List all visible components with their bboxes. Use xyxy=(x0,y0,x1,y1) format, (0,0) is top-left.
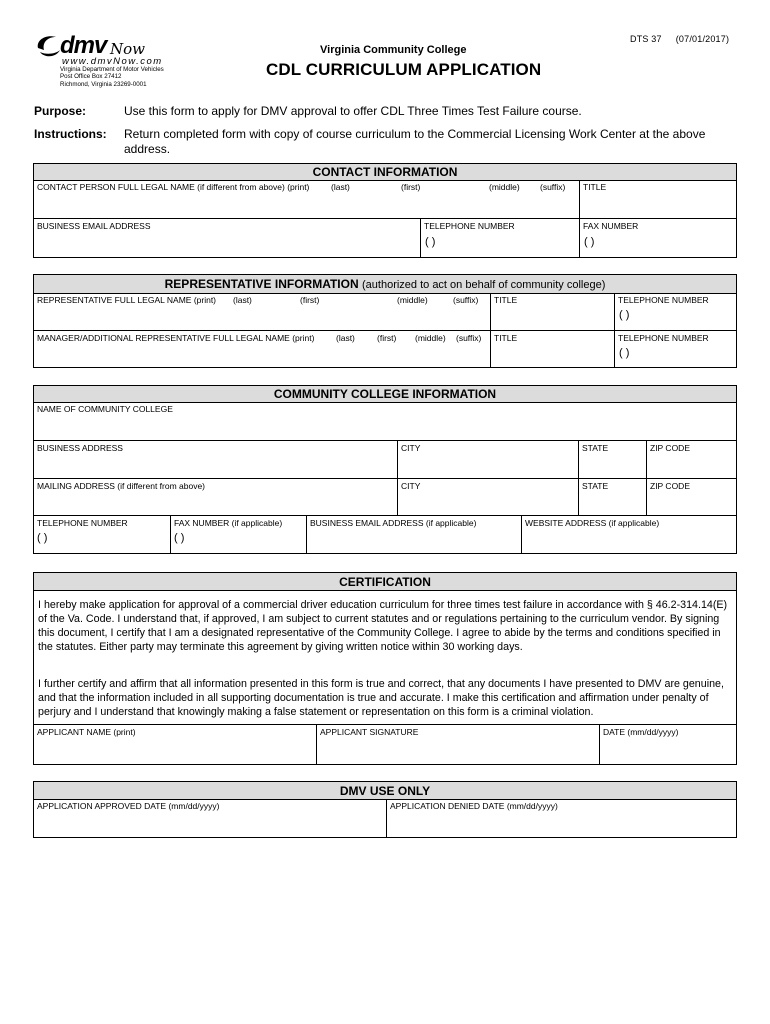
manager-telephone-area-code: ( ) xyxy=(619,347,630,359)
logo-now: Now xyxy=(110,40,145,58)
rep-title-field[interactable] xyxy=(490,293,614,330)
approved-date-label: APPLICATION APPROVED DATE (mm/dd/yyyy) xyxy=(37,801,220,811)
contact-suffix-label: (suffix) xyxy=(540,182,566,192)
mailing-city-field[interactable] xyxy=(397,478,578,515)
denied-date-label: APPLICATION DENIED DATE (mm/dd/yyyy) xyxy=(390,801,558,811)
business-state-label: STATE xyxy=(582,443,609,453)
college-telephone-label: TELEPHONE NUMBER xyxy=(37,518,128,528)
purpose-row xyxy=(34,104,744,120)
approved-date-field[interactable] xyxy=(34,799,386,837)
contact-last-label: (last) xyxy=(331,182,350,192)
agency-name: Virginia Department of Motor Vehicles xyxy=(60,66,164,73)
rep-name-label: REPRESENTATIVE FULL LEGAL NAME (print) xyxy=(37,295,217,305)
college-website-label: WEBSITE ADDRESS (if applicable) xyxy=(525,518,660,528)
certification-heading: CERTIFICATION xyxy=(34,573,736,591)
manager-middle-label: (middle) xyxy=(415,333,446,343)
manager-name-field[interactable] xyxy=(34,330,490,367)
instructions-text: Return completed form with copy of course curriculum to the Commercial Licensing Work Center at the above address. xyxy=(124,127,706,156)
purpose-label: Purpose: xyxy=(34,104,87,118)
mailing-city-label: CITY xyxy=(401,481,421,491)
certification-paragraph-1: I hereby make application for approval of a commercial driver education curriculum for three times test failure in accordance with § 46.2-314.14(E) of the Va. Code. I understand that, if approved, I am subject to current statutes and or regulations pertaining to the curriculum vendor. By signing this document, I certify that I am a designated representative of the Community College. I agree to abide by the terms and conditions specified in the statutes. Either party may terminate this agreement by giving written notice within 30 working days. xyxy=(38,599,728,653)
contact-heading: CONTACT INFORMATION xyxy=(34,164,736,181)
logo-wordmark: dmv xyxy=(60,32,107,59)
college-telephone-field[interactable] xyxy=(34,515,170,553)
dmv-use-section xyxy=(33,781,737,838)
business-city-label: CITY xyxy=(401,443,421,453)
rep-first-label: (first) xyxy=(300,295,320,305)
applicant-date-label: DATE (mm/dd/yyyy) xyxy=(603,727,679,737)
representative-heading-note: (authorized to act on behalf of community college) xyxy=(362,279,606,291)
college-section xyxy=(33,385,737,554)
business-state-field[interactable] xyxy=(578,440,646,478)
certification-section xyxy=(33,572,737,765)
representative-heading-text: REPRESENTATIVE INFORMATION xyxy=(164,277,359,291)
business-city-field[interactable] xyxy=(397,440,578,478)
college-name-field[interactable] xyxy=(34,402,737,440)
college-website-field[interactable] xyxy=(521,515,737,553)
dmv-logo xyxy=(34,34,224,94)
agency-po-box: Post Office Box 27412 xyxy=(60,73,122,81)
contact-email-field[interactable] xyxy=(34,218,420,257)
manager-title-field[interactable] xyxy=(490,330,614,367)
manager-last-label: (last) xyxy=(336,333,355,343)
agency-address xyxy=(60,66,164,88)
rep-telephone-field[interactable] xyxy=(614,293,737,330)
contact-section xyxy=(33,163,737,258)
mailing-zip-field[interactable] xyxy=(646,478,737,515)
rep-suffix-label: (suffix) xyxy=(453,295,479,305)
contact-telephone-field[interactable] xyxy=(420,218,579,257)
agency-city: Richmond, Virginia 23269-0001 xyxy=(60,80,147,88)
mailing-address-field[interactable] xyxy=(34,478,397,515)
page-title: CDL CURRICULUM APPLICATION xyxy=(266,60,542,79)
rep-telephone-label: TELEPHONE NUMBER xyxy=(618,295,709,305)
purpose-text: Use this form to apply for DMV approval to offer CDL Three Times Test Failure course. xyxy=(124,104,582,118)
college-fax-area-code: ( ) xyxy=(174,532,185,544)
college-telephone-area-code: ( ) xyxy=(37,532,48,544)
contact-telephone-label: TELEPHONE NUMBER xyxy=(424,221,515,231)
manager-first-label: (first) xyxy=(377,333,397,343)
representative-heading xyxy=(34,275,736,294)
business-zip-field[interactable] xyxy=(646,440,737,478)
college-subtitle: Virginia Community College xyxy=(320,44,467,56)
manager-telephone-field[interactable] xyxy=(614,330,737,367)
mailing-state-label: STATE xyxy=(582,481,609,491)
rep-last-label: (last) xyxy=(233,295,252,305)
contact-email-label: BUSINESS EMAIL ADDRESS xyxy=(37,221,151,231)
college-heading: COMMUNITY COLLEGE INFORMATION xyxy=(34,386,736,403)
applicant-name-label: APPLICANT NAME (print) xyxy=(37,727,136,737)
manager-name-label: MANAGER/ADDITIONAL REPRESENTATIVE FULL LEGAL NAME (print) xyxy=(37,333,315,343)
business-zip-label: ZIP CODE xyxy=(650,443,690,453)
logo-url: www.dmvNow.com xyxy=(62,56,163,67)
contact-fax-label: FAX NUMBER xyxy=(583,221,639,231)
denied-date-field[interactable] xyxy=(386,799,737,837)
contact-first-label: (first) xyxy=(401,182,421,192)
form-revision-date: (07/01/2017) xyxy=(675,34,730,44)
manager-suffix-label: (suffix) xyxy=(456,333,482,343)
dmv-use-heading: DMV USE ONLY xyxy=(34,782,736,800)
rep-title-label: TITLE xyxy=(494,295,518,305)
contact-name-label: CONTACT PERSON FULL LEGAL NAME (if different from above) (print) xyxy=(37,182,310,192)
applicant-name-field[interactable] xyxy=(34,724,316,764)
mailing-address-label: MAILING ADDRESS (if different from above) xyxy=(37,481,206,491)
college-name-label: NAME OF COMMUNITY COLLEGE xyxy=(37,404,173,414)
contact-middle-label: (middle) xyxy=(489,182,520,192)
form-number xyxy=(630,34,729,44)
contact-title-field[interactable] xyxy=(579,180,737,218)
applicant-signature-label: APPLICANT SIGNATURE xyxy=(320,727,419,737)
certification-paragraph-2: I further certify and affirm that all information presented in this form is true and correct, that any documents I have presented to DMV are genuine, and that the information included in all supporting documentation is true and accurate. I make this certification and affirmation under penalty of perjury and I understand that knowingly making a false statement or representation on this form is a criminal violation. xyxy=(38,678,724,718)
college-fax-label: FAX NUMBER (if applicable) xyxy=(174,518,283,528)
applicant-signature-field[interactable] xyxy=(316,724,599,764)
manager-title-label: TITLE xyxy=(494,333,518,343)
rep-middle-label: (middle) xyxy=(397,295,428,305)
mailing-zip-label: ZIP CODE xyxy=(650,481,690,491)
contact-fax-area-code: ( ) xyxy=(584,236,595,248)
contact-telephone-area-code: ( ) xyxy=(425,236,436,248)
college-email-field[interactable] xyxy=(306,515,521,553)
contact-name-field[interactable] xyxy=(34,180,579,218)
manager-telephone-label: TELEPHONE NUMBER xyxy=(618,333,709,343)
contact-fax-field[interactable] xyxy=(579,218,737,257)
representative-section xyxy=(33,274,737,368)
business-address-label: BUSINESS ADDRESS xyxy=(37,443,123,453)
contact-title-label: TITLE xyxy=(583,182,607,192)
college-fax-field[interactable] xyxy=(170,515,306,553)
instructions-row xyxy=(34,127,744,159)
rep-name-field[interactable] xyxy=(34,293,490,330)
mailing-state-field[interactable] xyxy=(578,478,646,515)
instructions-label: Instructions: xyxy=(34,127,107,141)
rep-telephone-area-code: ( ) xyxy=(619,309,630,321)
form-id: DTS 37 xyxy=(630,34,662,44)
college-email-label: BUSINESS EMAIL ADDRESS (if applicable) xyxy=(310,518,477,528)
business-address-field[interactable] xyxy=(34,440,397,478)
applicant-date-field[interactable] xyxy=(599,724,737,764)
